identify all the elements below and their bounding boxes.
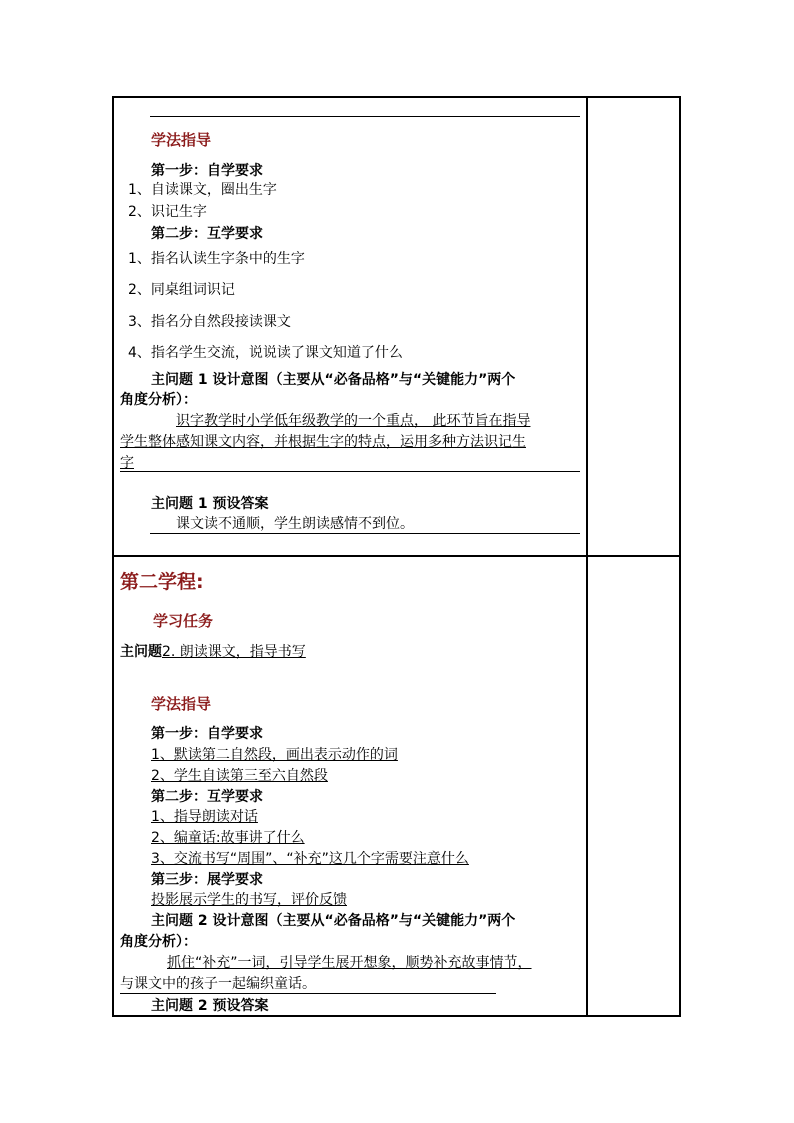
question-label: 主问题	[120, 644, 162, 660]
step3-item: 投影展示学生的书写，评价反馈	[151, 892, 347, 908]
top-rule	[150, 116, 580, 117]
xuefa-heading: 学法指导	[151, 131, 212, 149]
answer-rule	[150, 533, 580, 534]
step1-item: 2、识记生字	[128, 204, 207, 220]
intent-text: 字	[120, 455, 134, 471]
step2-heading: 第二步：互学要求	[151, 789, 263, 805]
task-heading: 学习任务	[153, 612, 214, 630]
intent-title-cont: 角度分析）：	[120, 934, 197, 950]
intent-rule	[120, 471, 580, 472]
step2-item: 1、指名认读生字条中的生字	[128, 251, 305, 267]
intent-title-cont: 角度分析）：	[120, 392, 197, 408]
intent-title: 主问题 2 设计意图（主要从“必备品格”与“关键能力”两个	[151, 913, 516, 929]
step2-item: 3、交流书写“周围”、“补充”这几个字需要注意什么	[151, 851, 469, 867]
step3-heading: 第三步：展学要求	[151, 872, 263, 888]
intent-rule	[120, 993, 496, 994]
step2-item: 4、指名学生交流，说说读了课文知道了什么	[128, 345, 403, 361]
step2-item: 1、指导朗读对话	[151, 809, 258, 825]
step2-heading: 第二步：互学要求	[151, 226, 263, 242]
xuefa-heading: 学法指导	[151, 695, 212, 713]
step1-heading: 第一步：自学要求	[151, 163, 263, 179]
intent-title: 主问题 1 设计意图（主要从“必备品格”与“关键能力”两个	[151, 372, 516, 388]
intent-text: 抓住“补充”一词，引导学生展开想象，顺势补充故事情节，	[167, 955, 532, 971]
step2-item: 2、同桌组词识记	[128, 282, 235, 298]
section-heading: 第二学程:	[120, 571, 204, 593]
row-divider	[112, 555, 681, 557]
question-text: 2. 朗读课文，指导书写	[162, 644, 306, 660]
step1-item: 1、默读第二自然段，画出表示动作的词	[151, 747, 398, 763]
intent-text: 学生整体感知课文内容，并根据生字的特点，运用多种方法识记生	[120, 434, 526, 450]
question-line	[120, 643, 306, 661]
step2-item: 3、指名分自然段接读课文	[128, 314, 291, 330]
answer-text: 课文读不通顺，学生朗读感情不到位。	[176, 516, 414, 532]
step2-item: 2、编童话:故事讲了什么	[151, 830, 305, 846]
step1-item: 1、自读课文，圈出生字	[128, 182, 277, 198]
step1-item: 2、学生自读第三至六自然段	[151, 768, 328, 784]
intent-text: 识字教学时小学低年级教学的一个重点， 此环节旨在指导	[176, 413, 531, 429]
intent-text: 与课文中的孩子一起编织童话。	[120, 976, 316, 992]
step1-heading: 第一步：自学要求	[151, 726, 263, 742]
answer-title: 主问题 1 预设答案	[151, 496, 269, 512]
answer-title: 主问题 2 预设答案	[151, 998, 269, 1014]
